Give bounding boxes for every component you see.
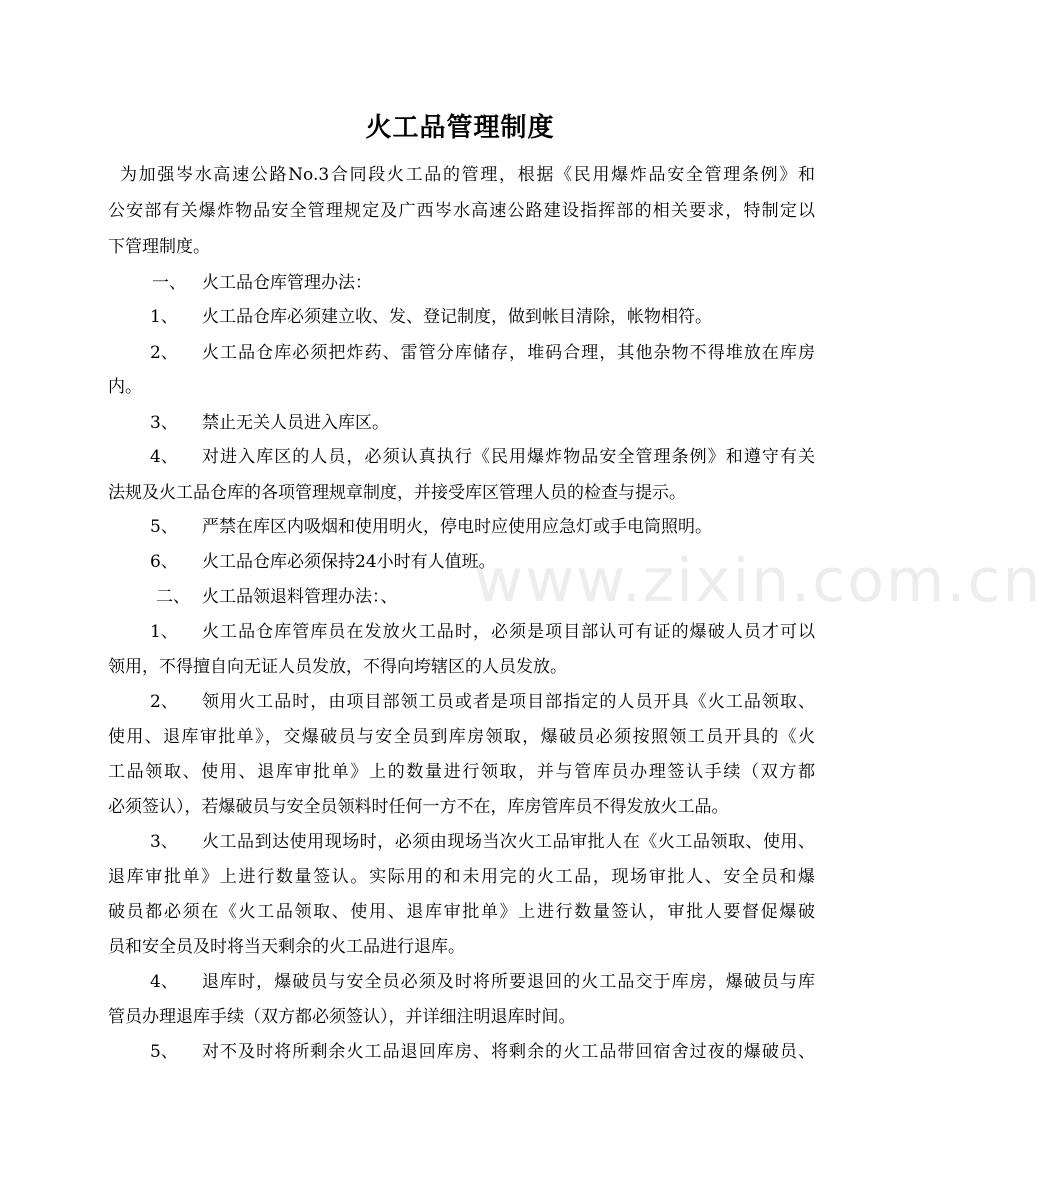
watermark: www.zixin.com.cn (474, 546, 1042, 616)
section-1-number: 一、 (152, 273, 186, 293)
intro-line-3: 下管理制度。 (108, 237, 210, 257)
item-text-continued: 工品领取、使用、退库审批单》上的数量进行领取，并与管库员办理签认手续（双方都 (108, 762, 815, 782)
item-number: 4、 (150, 972, 178, 992)
item-number: 2、 (150, 343, 178, 363)
section-1-heading: 火工品仓库管理办法： (202, 273, 372, 293)
item-text-continued: 使用、退库审批单》，交爆破员与安全员到库房领取，爆破员必须按照领工员开具的《火 (108, 727, 815, 747)
item-text: 禁止无关人员进入库区。 (202, 413, 389, 433)
intro-line-2: 公安部有关爆炸物品安全管理规定及广西岑水高速公路建设指挥部的相关要求，特制定以 (108, 201, 815, 221)
item-number: 3、 (150, 832, 178, 852)
item-number: 4、 (150, 447, 178, 467)
item-text: 对进入库区的人员，必须认真执行《民用爆炸物品安全管理条例》和遵守有关 (202, 447, 815, 467)
item-text-continued: 必须签认），若爆破员与安全员领料时任何一方不在，库房管库员不得发放火工品。 (108, 797, 729, 817)
item-text: 退库时，爆破员与安全员必须及时将所要退回的火工品交于库房，爆破员与库 (202, 972, 815, 992)
item-text: 火工品仓库管库员在发放火工品时，必须是项目部认可有证的爆破人员才可以 (202, 622, 815, 642)
item-text: 火工品仓库必须保持24小时有人值班。 (202, 552, 496, 572)
item-text-continued: 法规及火工品仓库的各项管理规章制度，并接受库区管理人员的检查与提示。 (108, 483, 686, 503)
item-number: 6、 (150, 552, 178, 572)
item-text-continued: 领用，不得擅自向无证人员发放，不得向垮辖区的人员发放。 (108, 657, 567, 677)
item-text: 严禁在库区内吸烟和使用明火，停电时应使用应急灯或手电筒照明。 (202, 517, 712, 537)
item-number: 5、 (150, 517, 178, 537)
item-text: 火工品到达使用现场时，必须由现场当次火工品审批人在《火工品领取、使用、 (202, 832, 815, 852)
item-number: 1、 (150, 307, 178, 327)
item-text: 火工品仓库必须把炸药、雷管分库储存，堆码合理，其他杂物不得堆放在库房 (202, 343, 815, 363)
section-2-number: 二、 (156, 587, 190, 607)
intro-line-1: 为加强岑水高速公路No.3合同段火工品的管理，根据《民用爆炸品安全管理条例》和 (120, 165, 815, 185)
item-number: 5、 (150, 1042, 178, 1062)
item-text-continued: 退库审批单》上进行数量签认。实际用的和未用完的火工品，现场审批人、安全员和爆 (108, 867, 815, 887)
item-number: 2、 (150, 692, 178, 712)
item-number: 3、 (150, 413, 178, 433)
item-number: 1、 (150, 622, 178, 642)
item-text-continued: 员和安全员及时将当天剩余的火工品进行退库。 (108, 937, 465, 957)
item-text-continued: 破员都必须在《火工品领取、使用、退库审批单》上进行数量签认，审批人要督促爆破 (108, 902, 815, 922)
page-title: 火工品管理制度 (365, 113, 555, 143)
item-text: 对不及时将所剩余火工品退回库房、将剩余的火工品带回宿舍过夜的爆破员、 (202, 1042, 815, 1062)
item-text-continued: 内。 (108, 377, 142, 397)
item-text-continued: 管员办理退库手续（双方都必须签认），并详细注明退库时间。 (108, 1007, 576, 1027)
item-text: 领用火工品时，由项目部领工员或者是项目部指定的人员开具《火工品领取、 (202, 692, 815, 712)
section-2-heading: 火工品领退料管理办法：、 (202, 587, 398, 607)
item-text: 火工品仓库必须建立收、发、登记制度，做到帐目清除，帐物相符。 (202, 307, 712, 327)
